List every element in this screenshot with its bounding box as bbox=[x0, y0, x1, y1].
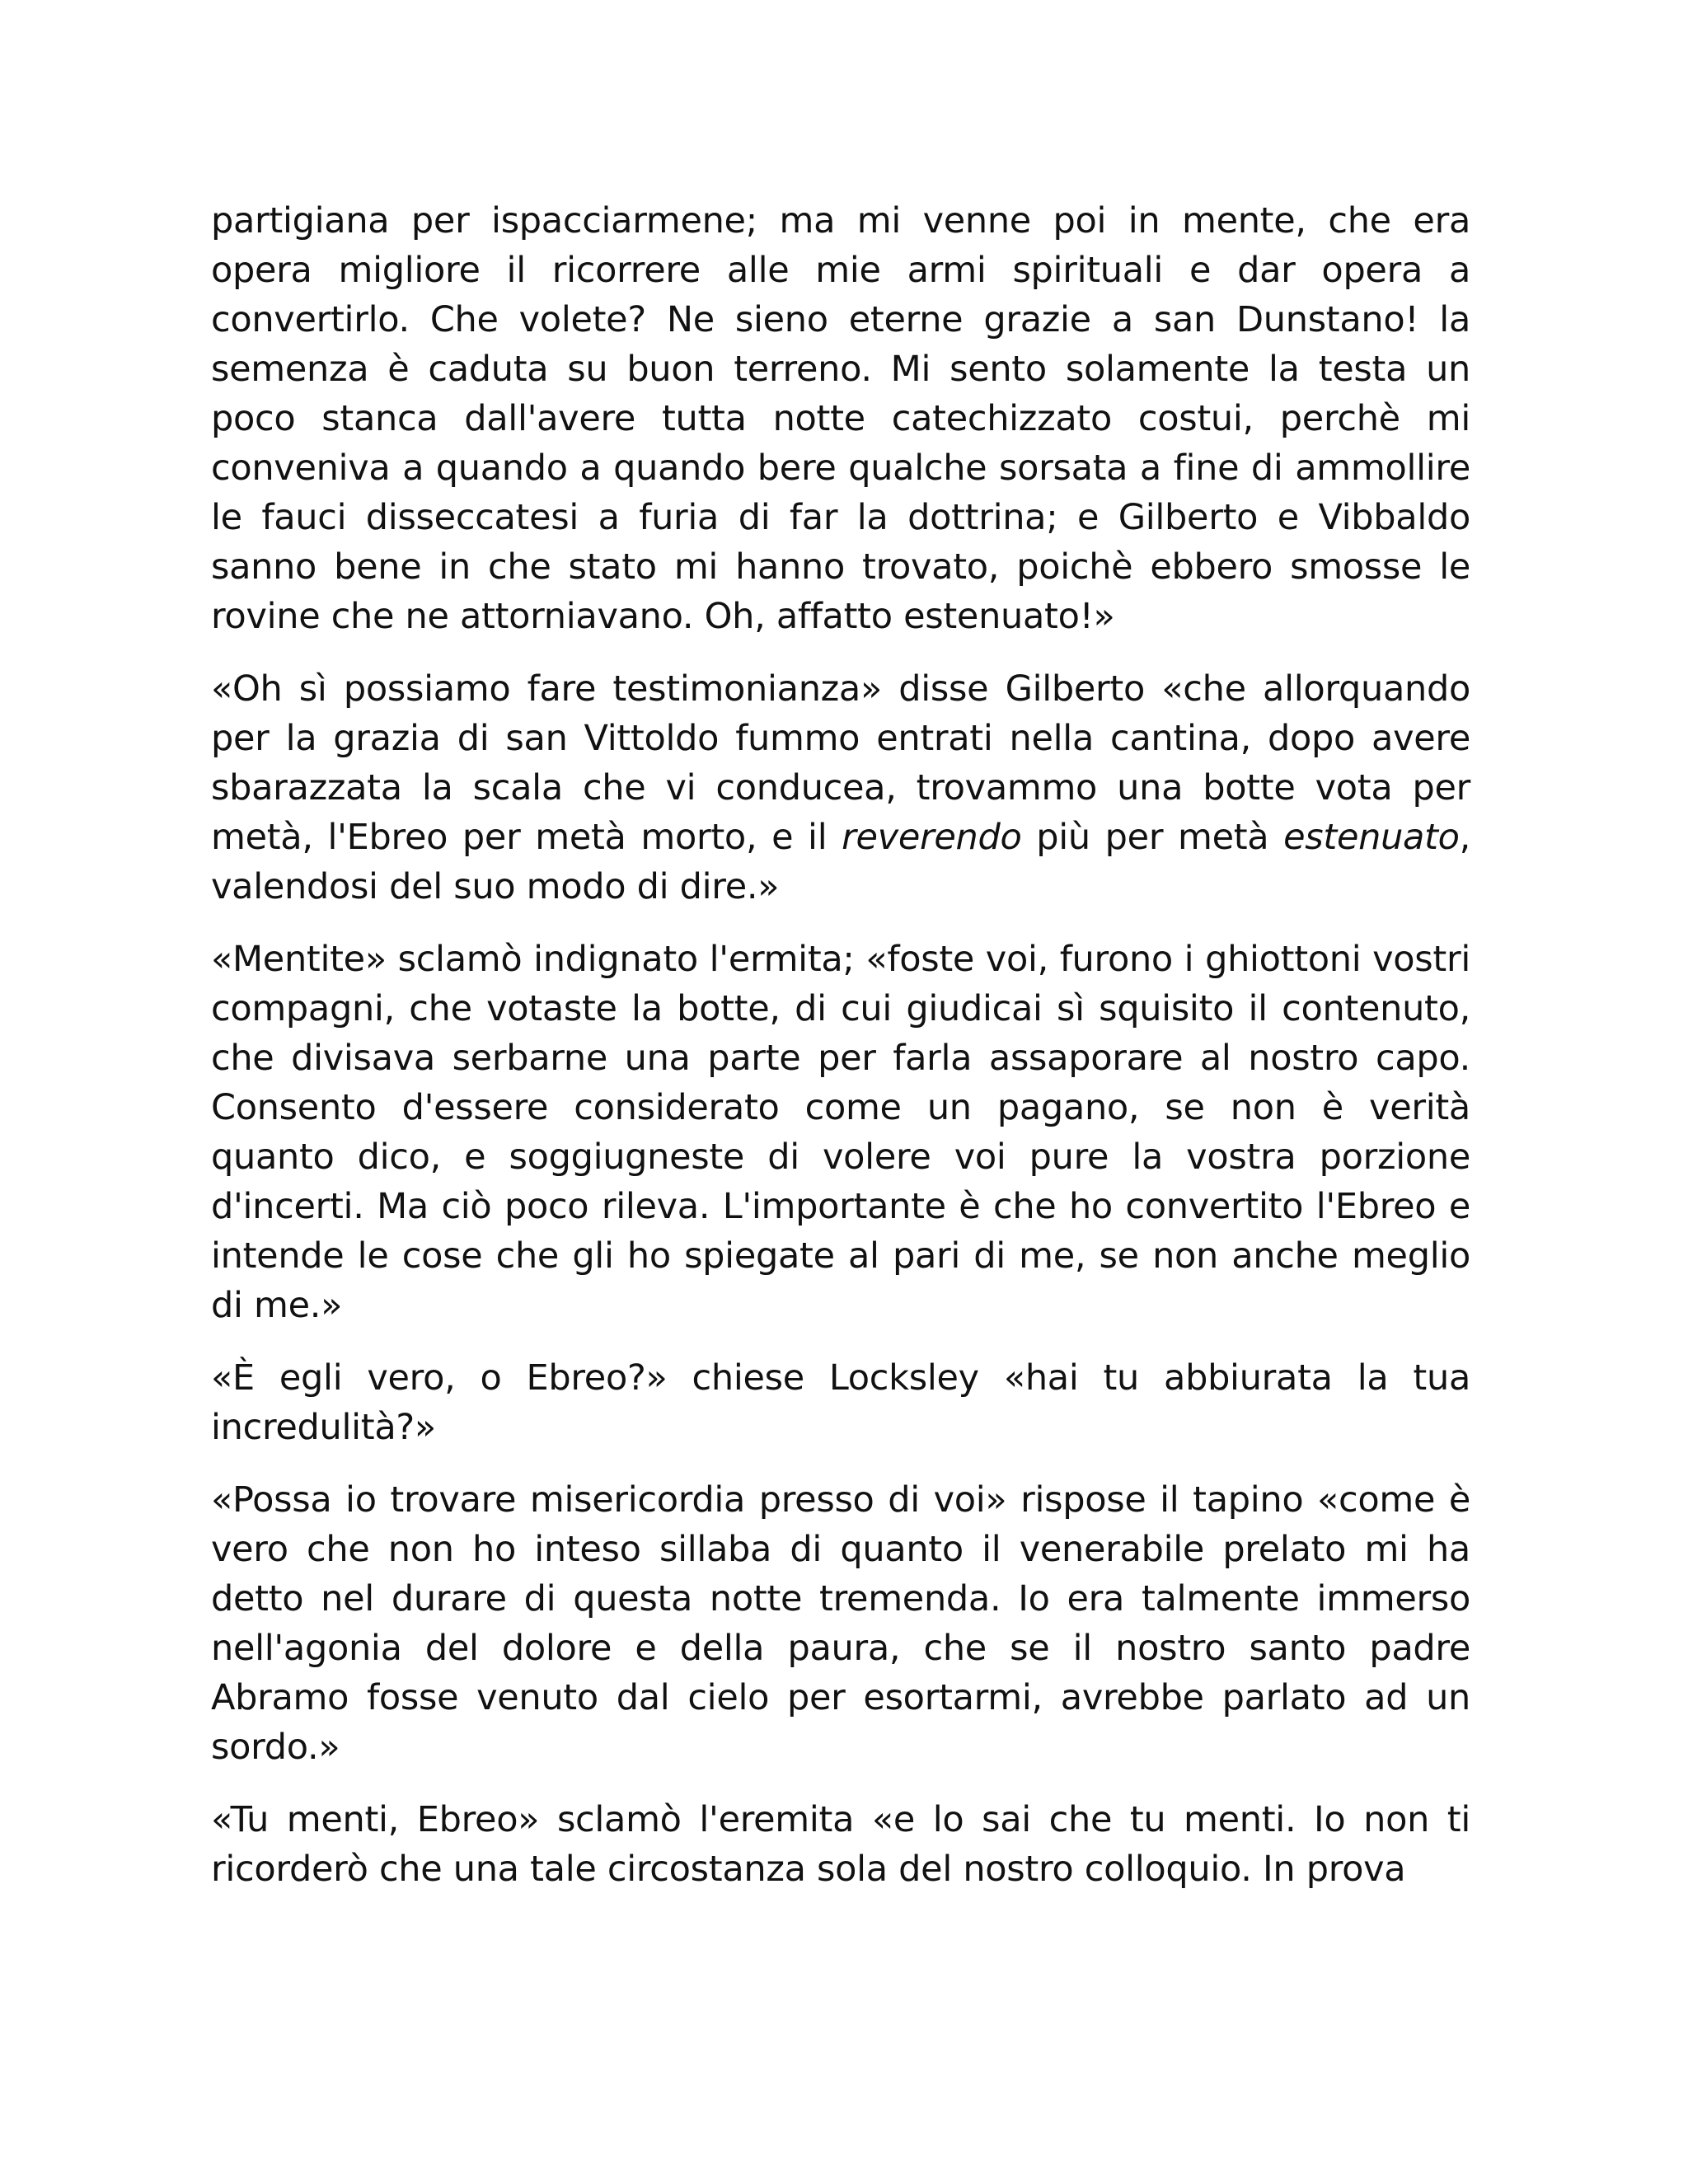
paragraph-text: «È egli vero, o Ebreo?» chiese Locksley «hai tu abbiurata la tua incredulità?» bbox=[211, 1357, 1470, 1448]
paragraph-text: , valendosi del suo modo di dire.» bbox=[211, 817, 1471, 907]
paragraph-1 bbox=[211, 196, 1470, 641]
paragraph-text: partigiana per ispacciarmene; ma mi venne poi in mente, che era opera migliore il ricorrere alle mie armi spirituali e dar opera a convertirlo. Che volete? Ne sieno eterne grazie a san Dunstano! la semenza è caduta su buon terreno. Mi sento solamente la testa un poco stanca dall'avere tutta notte catechizzato costui, perchè mi conveniva a quando a quando bere qualche sorsata a fine di ammollire le fauci disseccatesi a furia di far la dottrina; e Gilberto e Vibbaldo sanno bene in che stato mi hanno trovato, poichè ebbero smosse le rovine che ne attorniavano. Oh, affatto estenuato!» bbox=[211, 200, 1470, 637]
paragraph-5 bbox=[211, 1475, 1470, 1772]
paragraph-text: «Tu menti, Ebreo» sclamò l'eremita «e lo sai che tu menti. Io non ti ricorderò che una tale circostanza sola del nostro colloquio. In prova bbox=[211, 1799, 1470, 1890]
paragraph-4 bbox=[211, 1353, 1470, 1452]
paragraph-text: più per metà bbox=[1021, 817, 1284, 858]
paragraph-2 bbox=[211, 664, 1470, 912]
book-page bbox=[211, 196, 1470, 1917]
paragraph-text: «Oh sì possiamo fare testimonianza» disse Gilberto «che allorquando per la grazia di san Vittoldo fummo entrati nella cantina, dopo avere sbarazzata la scala che vi conducea, trovammo una botte vota per metà, l'Ebreo per metà morto, e il bbox=[211, 668, 1470, 858]
paragraph-3 bbox=[211, 935, 1470, 1330]
italic-text: reverendo bbox=[842, 817, 1022, 858]
paragraph-6 bbox=[211, 1795, 1470, 1894]
paragraph-text: «Mentite» sclamò indignato l'ermita; «foste voi, furono i ghiottoni vostri compagni, che votaste la botte, di cui giudicai sì squisito il contenuto, che divisava serbarne una parte per farla assaporare al nostro capo. Consento d'essere considerato come un pagano, se non è verità quanto dico, e soggiugneste di volere voi pure la vostra porzione d'incerti. Ma ciò poco rileva. L'importante è che ho convertito l'Ebreo e intende le cose che gli ho spiegate al pari di me, se non anche meglio di me.» bbox=[211, 939, 1470, 1326]
paragraph-text: «Possa io trovare misericordia presso di voi» rispose il tapino «come è vero che non ho inteso sillaba di quanto il venerabile prelato mi ha detto nel durare di questa notte tremenda. Io era talmente immerso nell'agonia del dolore e della paura, che se il nostro santo padre Abramo fosse venuto dal cielo per esortarmi, avrebbe parlato ad un sordo.» bbox=[211, 1479, 1470, 1768]
italic-text: estenuato bbox=[1283, 817, 1460, 858]
